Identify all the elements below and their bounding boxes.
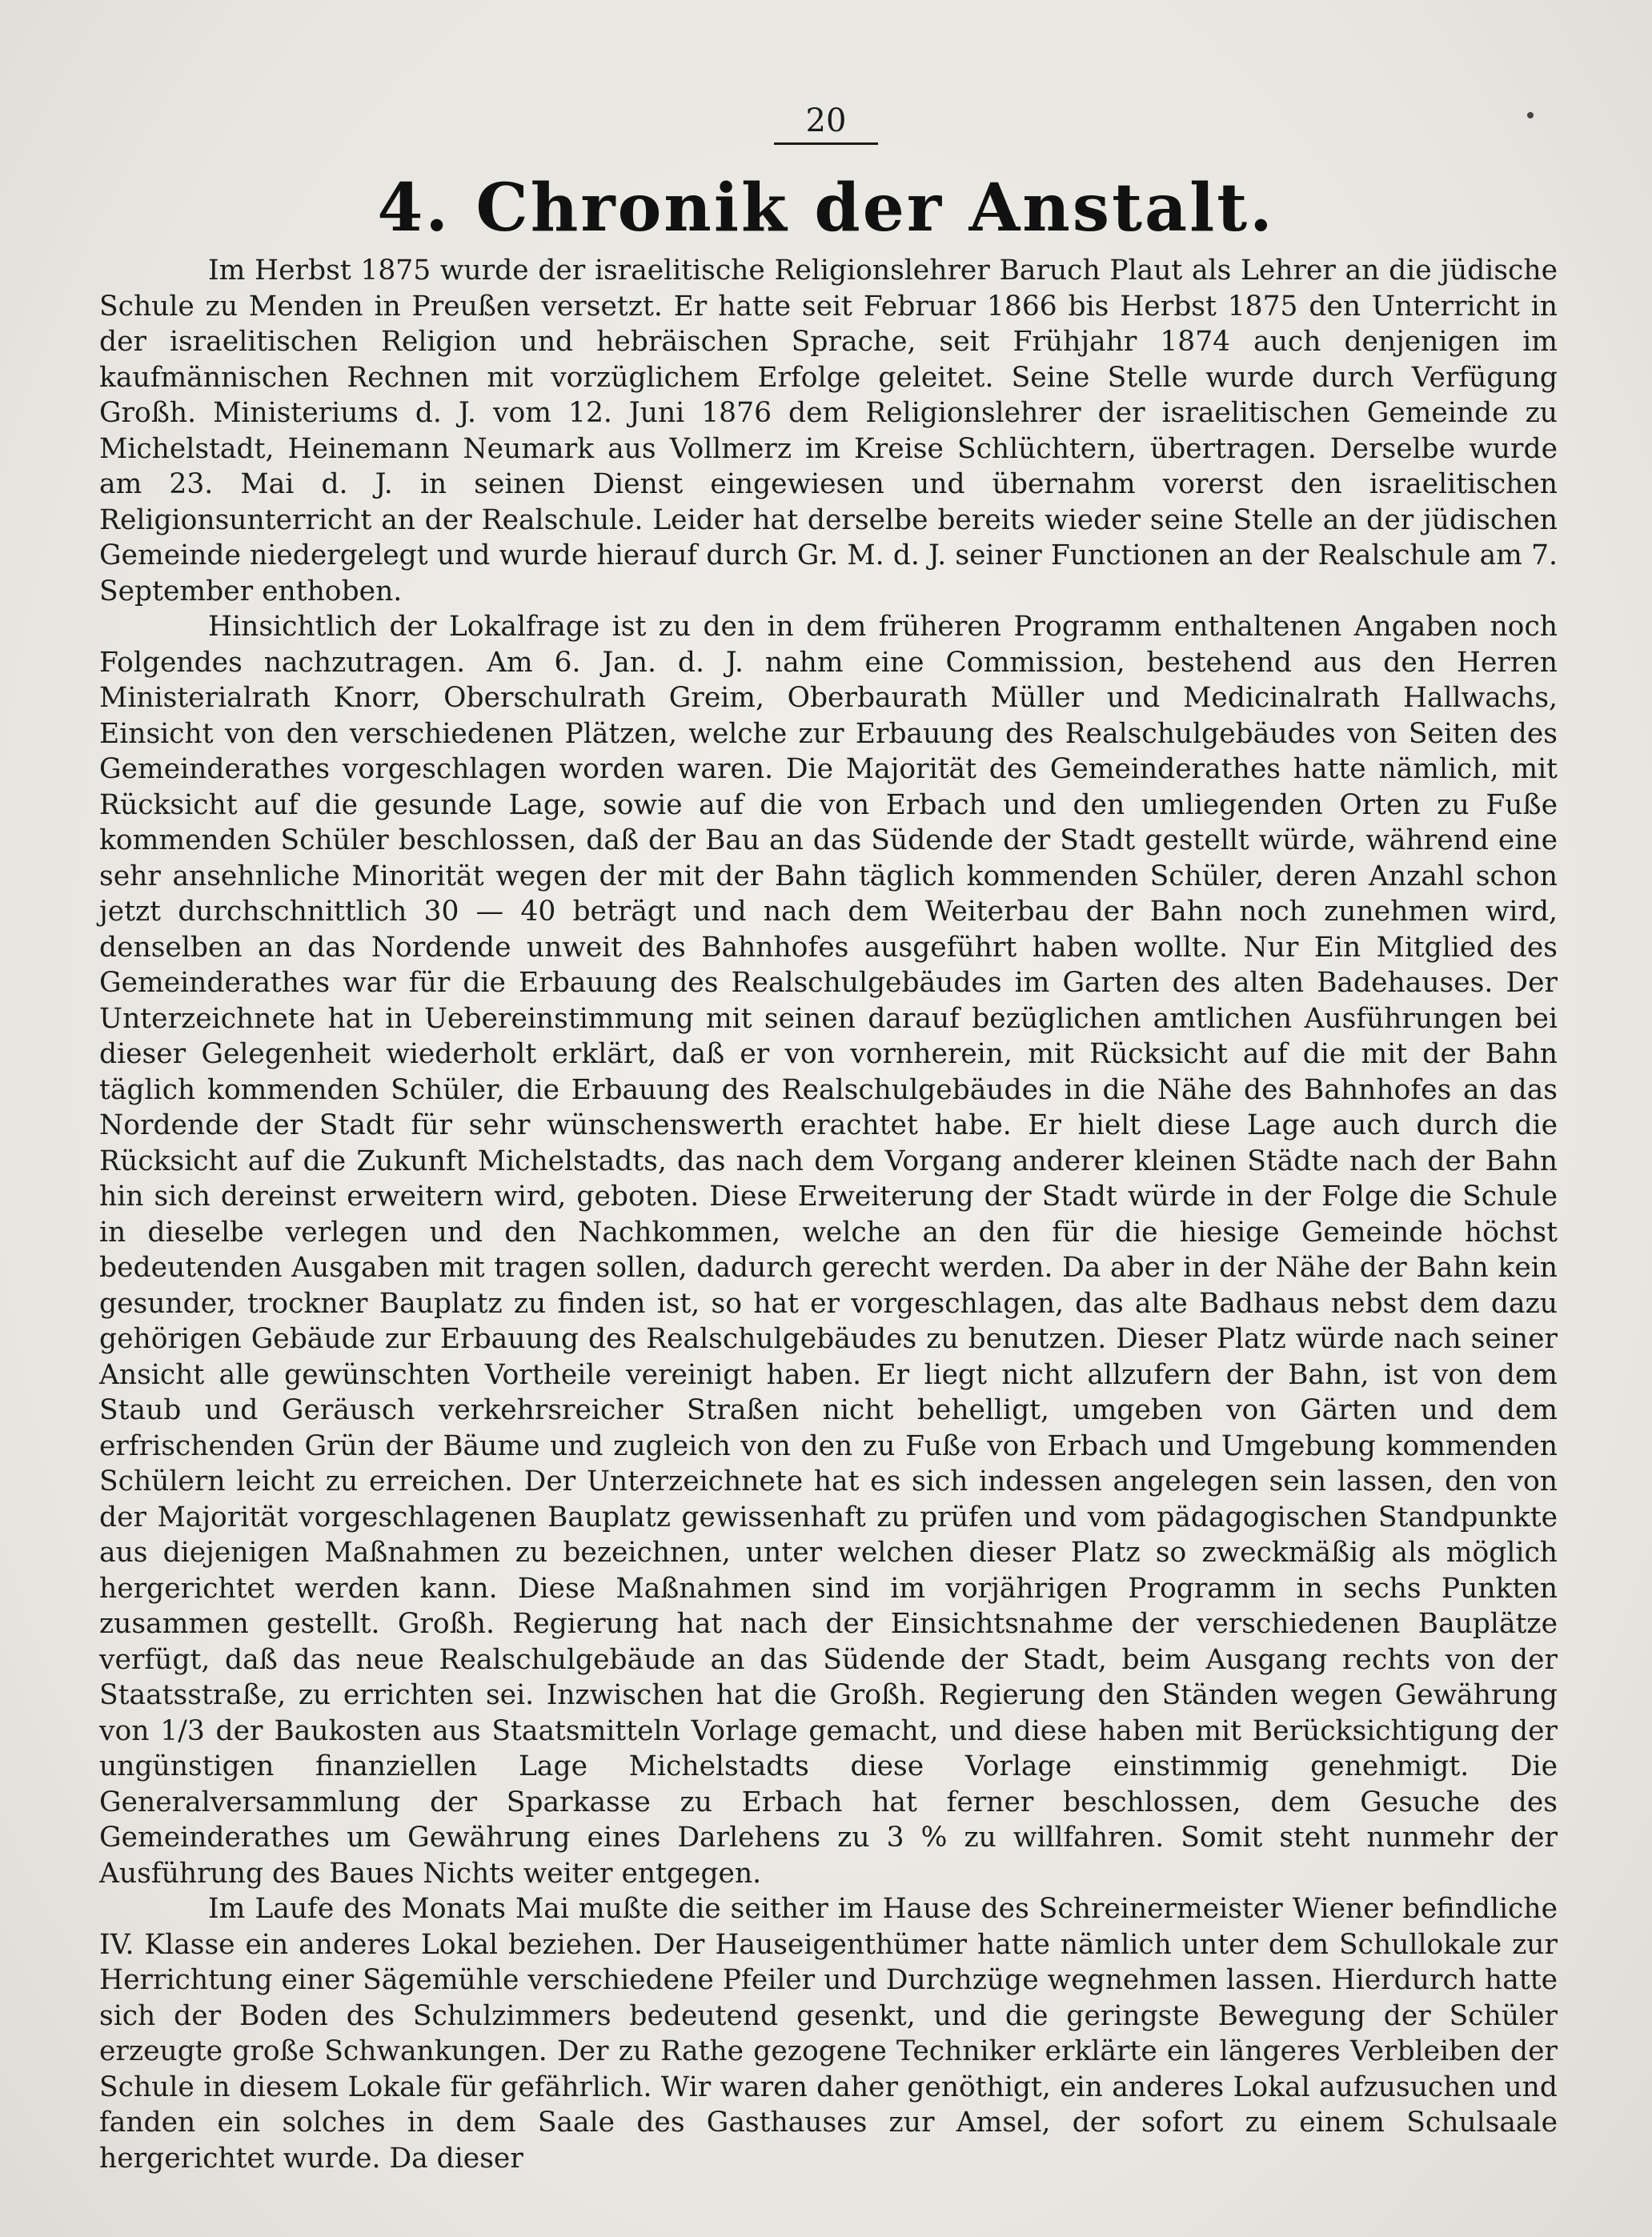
chapter-title: 4. Chronik der Anstalt. (377, 170, 1275, 247)
body-text (99, 253, 1558, 2176)
paragraph: Im Herbst 1875 wurde der israelitische Religionslehrer Baruch Plaut als Lehrer an die jüdische Schule zu Menden in Preußen versetzt. Er hatte seit Februar 1866 bis Herbst 1875 den Unterricht in der israelitischen Religion und hebräischen Sprache, seit Frühjahr 1874 auch denjenigen im kaufmännischen Rechnen mit vorzüglichem Erfolge geleitet. Seine Stelle wurde durch Verfügung Großh. Ministeriums d. J. vom 12. Juni 1876 dem Religionslehrer der israelitischen Gemeinde zu Michelstadt, Heinemann Neumark aus Vollmerz im Kreise Schlüchtern, übertragen. Derselbe wurde am 23. Mai d. J. in seinen Dienst eingewiesen und übernahm vorerst den israelitischen Religionsunterricht an der Realschule. Leider hat derselbe bereits wieder seine Stelle an der jüdischen Gemeinde niedergelegt und wurde hierauf durch Gr. M. d. J. seiner Functionen an der Realschule am 7. September enthoben. (99, 255, 1558, 607)
paragraph: Im Laufe des Monats Mai mußte die seither im Hause des Schreinermeister Wiener befindliche IV. Klasse ein anderes Lokal beziehen. Der Hauseigenthümer hatte nämlich unter dem Schullokale zur Herrichtung einer Sägemühle verschiedene Pfeiler und Durchzüge wegnehmen lassen. Hierdurch hatte sich der Boden des Schulzimmers bedeutend gesenkt, und die geringste Bewegung der Schüler erzeugte große Schwankungen. Der zu Rathe gezogene Techniker erklärte ein längeres Verbleiben der Schule in diesem Lokale für gefährlich. Wir waren daher genöthigt, ein anderes Lokal aufzusuchen und fanden ein solches in dem Saale des Gasthauses zur Amsel, der sofort zu einem Schulsaale hergerichtet wurde. Da dieser (99, 1893, 1558, 2175)
page-number (0, 102, 1652, 145)
paragraph: Hinsichtlich der Lokalfrage ist zu den in dem früheren Programm enthaltenen Angaben noch Folgendes nachzutragen. Am 6. Jan. d. J. nahm eine Commission, bestehend aus den Herren Ministerialrath Knorr, Oberschulrath Greim, Oberbaurath Müller und Medicinalrath Hallwachs, Einsicht von den verschiedenen Plätzen, welche zur Erbauung des Realschulgebäudes von Seiten des Gemeinderathes vorgeschlagen worden waren. Die Majorität des Gemeinderathes hatte nämlich, mit Rücksicht auf die gesunde Lage, sowie auf die von Erbach und den umliegenden Orten zu Fuße kommenden Schüler beschlossen, daß der Bau an das Südende der Stadt gestellt würde, während eine sehr ansehnliche Minorität wegen der mit der Bahn täglich kommenden Schüler, deren Anzahl schon jetzt durchschnittlich 30 — 40 beträgt und nach dem Weiterbau der Bahn noch zunehmen wird, denselben an das Nordende unweit des Bahnhofes ausgeführt haben wollte. Nur Ein Mitglied des Gemeinderathes war für die Erbauung des Realschulgebäudes im Garten des alten Badehauses. Der Unterzeichnete hat in Uebereinstimmung mit seinen darauf bezüglichen amtlichen Ausführungen bei dieser Gelegenheit wiederholt erklärt, daß er von vornherein, mit Rücksicht auf die mit der Bahn täglich kommenden Schüler, die Erbauung des Realschulgebäudes in die Nähe des Bahnhofes an das Nordende der Stadt für sehr wünschenswerth erachtet habe. Er hielt diese Lage auch durch die Rücksicht auf die Zukunft Michelstadts, das nach dem Vorgang anderer kleinen Städte nach der Bahn hin sich dereinst erweitern wird, geboten. Diese Erweiterung der Stadt würde in der Folge die Schule in dieselbe verlegen und den Nachkommen, welche an den für die hiesige Gemeinde höchst bedeutenden Ausgaben mit tragen sollen, dadurch gerecht werden. Da aber in der Nähe der Bahn kein gesunder, trockner Bauplatz zu finden ist, so hat er vorgeschlagen, das alte Badhaus nebst dem dazu gehörigen Gebäude zur Erbauung des Realschulgebäudes zu benutzen. Dieser Platz würde nach seiner Ansicht alle gewünschten Vortheile vereinigt haben. Er liegt nicht allzufern der Bahn, ist von dem Staub und Geräusch verkehrsreicher Straßen nicht behelligt, umgeben von Gärten und dem erfrischenden Grün der Bäume und zugleich von den zu Fuße von Erbach und Umgebung kommenden Schülern leicht zu erreichen. Der Unterzeichnete hat es sich indessen angelegen sein lassen, den von der Majorität vorgeschlagenen Bauplatz gewissenhaft zu prüfen und vom pädagogischen Standpunkte aus diejenigen Maßnahmen zu bezeichnen, unter welchen dieser Platz so zweckmäßig als möglich hergerichtet werden kann. Diese Maßnahmen sind im vorjährigen Programm in sechs Punkten zusammen gestellt. Großh. Regierung hat nach der Einsichtsnahme der verschiedenen Bauplätze verfügt, daß das neue Realschulgebäude an das Südende der Stadt, beim Ausgang rechts von der Staatsstraße, zu errichten sei. Inzwischen hat die Großh. Regierung den Ständen wegen Gewährung von 1/3 der Baukosten aus Staatsmitteln Vorlage gemacht, und diese haben mit Berücksichtigung der ungünstigen finanziellen Lage Michelstadts diese Vorlage einstimmig genehmigt. Die Generalversammlung der Sparkasse zu Erbach hat ferner beschlossen, dem Gesuche des Gemeinderathes um Gewährung eines Darlehens zu 3 % zu willfahren. Somit steht nunmehr der Ausführung des Baues Nichts weiter entgegen. (99, 611, 1558, 1890)
page-number-text: 20 (774, 102, 879, 145)
